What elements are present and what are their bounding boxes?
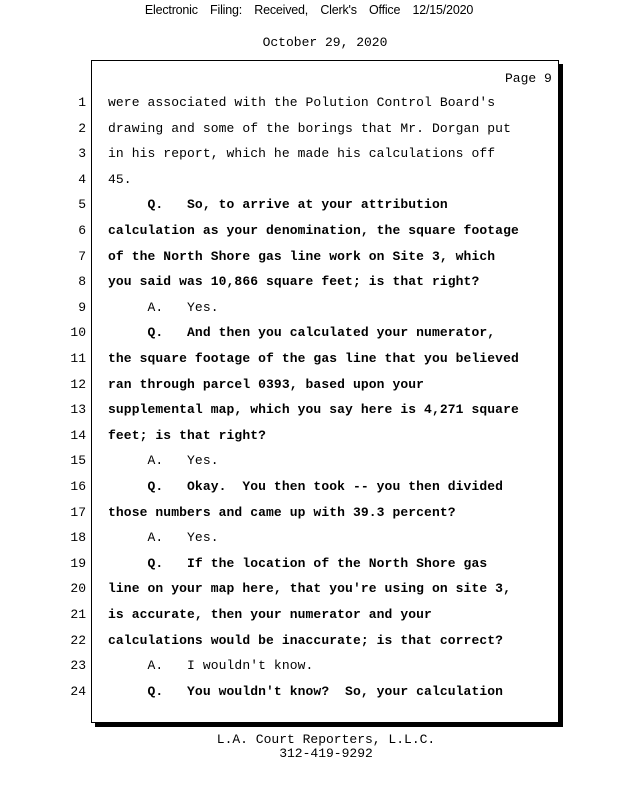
transcript-line-text: A. Yes.	[108, 299, 219, 315]
transcript-line-text: feet; is that right?	[108, 427, 267, 443]
line-number: 8	[78, 274, 86, 290]
transcript-line-text: Q. If the location of the North Shore gas	[108, 555, 488, 571]
transcript-line-text: 45.	[108, 171, 132, 187]
transcript-line-text: you said was 10,866 square feet; is that right?	[108, 274, 480, 290]
line-number: 1	[78, 95, 86, 110]
transcript-line-text: A. Yes.	[108, 453, 219, 469]
court-reporter-phone: 312-419-9292	[279, 746, 373, 761]
transcript-line-text: A. Yes.	[108, 530, 219, 546]
transcript-line-text: supplemental map, which you say here is 4,271 square	[108, 402, 519, 418]
line-number: 2	[78, 120, 86, 136]
transcript-line-text: of the North Shore gas line work on Site 3, which	[108, 248, 496, 264]
transcript-date: October 29, 2020	[262, 35, 388, 50]
line-number: 7	[78, 248, 86, 264]
line-number: 20	[70, 581, 86, 597]
transcript-line-text: calculations would be inaccurate; is that correct?	[108, 632, 504, 648]
page-number: Page 9	[505, 71, 552, 86]
line-number: 10	[70, 325, 86, 341]
filing-stamp-header: Electronic Filing: Received, Clerk's Office 12/15/2020	[144, 3, 474, 17]
line-number: 19	[70, 555, 86, 571]
line-number: 21	[70, 607, 86, 622]
line-number: 18	[70, 530, 86, 546]
transcript-line-text: those numbers and came up with 39.3 percent?	[108, 504, 456, 520]
transcript-line-text: A. I wouldn't know.	[108, 658, 314, 674]
line-number: 12	[70, 376, 86, 392]
transcript-line-text: calculation as your denomination, the square footage	[108, 223, 519, 238]
transcript-line-text: were associated with the Polution Control Board's	[108, 95, 496, 110]
transcript-line-text: Q. You wouldn't know? So, your calculation	[108, 683, 504, 699]
line-number: 15	[70, 453, 86, 469]
transcript-line-text: drawing and some of the borings that Mr. Dorgan put	[108, 120, 511, 136]
transcript-line-text: Q. And then you calculated your numerator,	[108, 325, 496, 341]
line-number: 14	[70, 427, 86, 443]
transcript-line-text: Q. Okay. You then took -- you then divided	[108, 479, 504, 494]
transcript-line-text: in his report, which he made his calculations off	[108, 146, 496, 162]
line-number: 13	[70, 402, 86, 418]
transcript-line-text: the square footage of the gas line that you believed	[108, 351, 519, 366]
line-number: 6	[78, 223, 86, 238]
line-number: 3	[78, 146, 86, 162]
transcript-line-text: line on your map here, that you're using on site 3,	[108, 581, 511, 597]
line-number: 11	[70, 351, 86, 366]
line-number: 16	[70, 479, 86, 494]
transcript-line-text: is accurate, then your numerator and your	[108, 607, 432, 622]
line-number: 5	[78, 197, 86, 213]
line-number: 23	[70, 658, 86, 674]
transcript-line-text: Q. So, to arrive at your attribution	[108, 197, 448, 213]
transcript-line-text: ran through parcel 0393, based upon your	[108, 376, 425, 392]
line-number: 4	[78, 171, 86, 187]
court-reporter-name: L.A. Court Reporters, L.L.C.	[216, 732, 436, 747]
line-number: 24	[70, 683, 86, 699]
line-number: 9	[78, 299, 86, 315]
line-number: 17	[70, 504, 86, 520]
line-number: 22	[70, 632, 86, 648]
